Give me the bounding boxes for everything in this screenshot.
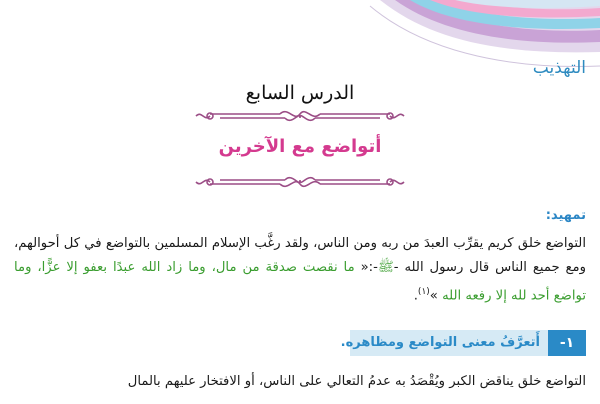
hadith-quote: ما نقصت صدقة من مال، وما زاد الله عبدًا بعفو إلا عزًّا، وما تواضع أحد لله إلا رفعه الله <box>14 260 586 304</box>
salla-symbol: ﷺ <box>377 260 394 275</box>
section-title: أَتعرَّفُ معنى التواضع ومظاهره. <box>340 335 540 350</box>
intro-text: التواضع خلق كريم يقرِّب العبدَ من ربه ومن الناس، ولقد رغَّب الإسلام المسلمين بالتواضع في كل أحوالهم، ومع جميع الناس قال رسول الله - <box>14 236 586 275</box>
section-heading <box>340 330 586 356</box>
intro-label: تمهيد: <box>545 208 586 223</box>
intro-paragraph: التواضع خلق كريم يقرِّب العبدَ من ربه ومن الناس، ولقد رغَّب الإسلام المسلمين بالتواضع في كل أحوالهم، ومع جميع الناس قال رسول الله -ﷺ-:« ما نقصت صدقة من مال، وما زاد الله عبدًا بعفو إلا عزًّا، وما تواضع أحد لله إلا رفعه الله »$^{(١)}$. <box>14 236 586 304</box>
lesson-number: الدرس السابع <box>245 82 355 104</box>
footnote-ref: (١) <box>417 287 430 297</box>
hadith-close: » <box>429 288 438 304</box>
section-paragraph <box>14 370 586 394</box>
section-number: ١- <box>548 330 586 356</box>
intro-text-mid: -:« <box>360 260 378 275</box>
section-text-line: التواضع خلق يناقض الكبر ويُقْصَدُ به عدمُ التعالي على الناس، أو الافتخار عليهم بالمال <box>127 374 586 389</box>
lesson-title: أتواضع مع الآخرين <box>218 136 382 157</box>
subject-title: التهذيب <box>532 58 586 78</box>
